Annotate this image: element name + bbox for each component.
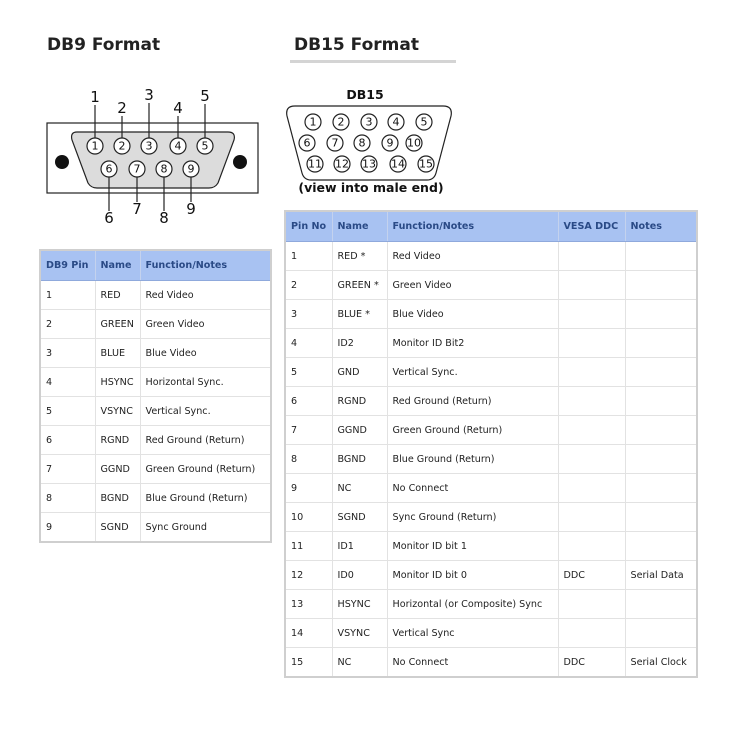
table-cell xyxy=(625,503,697,532)
db15-col-header: VESA DDC xyxy=(558,211,625,242)
db15-col-header: Pin No xyxy=(285,211,332,242)
table-cell: 9 xyxy=(40,513,95,543)
db15-pin-number: 15 xyxy=(419,157,433,171)
table-cell: 1 xyxy=(285,242,332,271)
db9-col-header: DB9 Pin xyxy=(40,250,95,281)
table-cell: Monitor ID bit 1 xyxy=(387,532,558,561)
table-cell: Blue Ground (Return) xyxy=(387,445,558,474)
db15-pin-number: 4 xyxy=(392,115,400,129)
db9-connector-diagram xyxy=(40,84,265,229)
db15-pin-table xyxy=(284,210,698,678)
table-cell: GGND xyxy=(332,416,387,445)
db9-pin-number: 1 xyxy=(91,139,99,153)
table-cell xyxy=(558,445,625,474)
table-cell: BLUE * xyxy=(332,300,387,329)
db15-pin-number: 6 xyxy=(303,136,311,150)
table-cell: Green Video xyxy=(387,271,558,300)
table-cell: Blue Ground (Return) xyxy=(140,484,271,513)
table-cell xyxy=(558,242,625,271)
table-cell: Green Ground (Return) xyxy=(387,416,558,445)
db9-heading: DB9 Format xyxy=(47,35,161,55)
table-cell: Vertical Sync. xyxy=(140,397,271,426)
db9-right-screw-hole xyxy=(233,155,247,169)
db9-outer-label: 7 xyxy=(132,200,142,218)
table-row xyxy=(285,416,697,445)
table-cell: GREEN * xyxy=(332,271,387,300)
db9-pin-number: 5 xyxy=(201,139,209,153)
table-cell: Sync Ground xyxy=(140,513,271,543)
table-cell: 5 xyxy=(285,358,332,387)
db15-pin-number: 9 xyxy=(386,136,394,150)
db9-pin-table xyxy=(39,249,272,543)
table-cell xyxy=(558,300,625,329)
table-row xyxy=(40,484,271,513)
db9-pin-number: 9 xyxy=(187,162,195,176)
table-cell xyxy=(625,619,697,648)
db9-outer-label: 4 xyxy=(173,99,183,117)
table-cell: 1 xyxy=(40,281,95,310)
table-cell: 8 xyxy=(40,484,95,513)
table-cell: Monitor ID bit 0 xyxy=(387,561,558,590)
table-cell: 2 xyxy=(285,271,332,300)
table-row xyxy=(285,300,697,329)
table-cell xyxy=(558,503,625,532)
db15-connector-diagram xyxy=(283,84,463,200)
db15-pin-number: 10 xyxy=(407,136,421,150)
table-row xyxy=(40,368,271,397)
table-cell: DDC xyxy=(558,561,625,590)
table-cell xyxy=(558,590,625,619)
db15-pin-number: 13 xyxy=(362,157,376,171)
table-cell: BGND xyxy=(332,445,387,474)
db9-pin-number: 6 xyxy=(105,162,113,176)
table-cell: SGND xyxy=(95,513,140,543)
table-cell xyxy=(625,445,697,474)
table-cell: VSYNC xyxy=(95,397,140,426)
table-cell: 4 xyxy=(285,329,332,358)
table-cell: GREEN xyxy=(95,310,140,339)
table-row xyxy=(40,281,271,310)
table-row xyxy=(285,619,697,648)
table-cell: Blue Video xyxy=(140,339,271,368)
table-cell: Sync Ground (Return) xyxy=(387,503,558,532)
db15-heading: DB15 Format xyxy=(294,35,419,55)
table-cell: VSYNC xyxy=(332,619,387,648)
db9-table-header-row xyxy=(40,250,271,281)
table-cell: 7 xyxy=(285,416,332,445)
table-row xyxy=(285,648,697,678)
db9-pin-number: 2 xyxy=(118,139,126,153)
db15-diagram-title: DB15 xyxy=(346,87,384,102)
table-cell: Red Video xyxy=(387,242,558,271)
table-cell: 7 xyxy=(40,455,95,484)
table-cell: 15 xyxy=(285,648,332,678)
db9-col-header: Function/Notes xyxy=(140,250,271,281)
table-cell: ID0 xyxy=(332,561,387,590)
table-cell: DDC xyxy=(558,648,625,678)
table-cell: 12 xyxy=(285,561,332,590)
table-cell xyxy=(625,474,697,503)
table-row xyxy=(285,445,697,474)
db15-pin-number: 2 xyxy=(337,115,345,129)
table-row xyxy=(40,310,271,339)
db9-outer-label: 2 xyxy=(117,99,127,117)
table-cell: 3 xyxy=(285,300,332,329)
table-row xyxy=(285,561,697,590)
db15-pin-number: 14 xyxy=(391,157,405,171)
db15-pin-number: 12 xyxy=(335,157,349,171)
db9-outer-label: 6 xyxy=(104,209,114,227)
table-cell: Red Ground (Return) xyxy=(387,387,558,416)
table-cell: RGND xyxy=(95,426,140,455)
table-cell: 14 xyxy=(285,619,332,648)
table-cell: ID2 xyxy=(332,329,387,358)
db15-pin-number: 11 xyxy=(308,157,322,171)
db9-col-header: Name xyxy=(95,250,140,281)
table-cell xyxy=(625,387,697,416)
table-cell: RED * xyxy=(332,242,387,271)
db15-pin-number: 8 xyxy=(358,136,366,150)
table-cell xyxy=(558,619,625,648)
db15-col-header: Notes xyxy=(625,211,697,242)
db15-table-header-row xyxy=(285,211,697,242)
table-cell: ID1 xyxy=(332,532,387,561)
db9-outer-label: 9 xyxy=(186,200,196,218)
table-cell xyxy=(558,387,625,416)
table-row xyxy=(285,474,697,503)
db15-col-header: Function/Notes xyxy=(387,211,558,242)
table-cell: Red Video xyxy=(140,281,271,310)
table-cell: GND xyxy=(332,358,387,387)
db15-col-header: Name xyxy=(332,211,387,242)
db9-outer-label: 3 xyxy=(144,86,154,104)
table-cell: 11 xyxy=(285,532,332,561)
table-cell: No Connect xyxy=(387,648,558,678)
table-cell xyxy=(625,329,697,358)
table-cell: Horizontal Sync. xyxy=(140,368,271,397)
table-row xyxy=(285,242,697,271)
table-cell xyxy=(558,271,625,300)
table-cell: 2 xyxy=(40,310,95,339)
table-row xyxy=(285,329,697,358)
table-cell: No Connect xyxy=(387,474,558,503)
table-cell: HSYNC xyxy=(332,590,387,619)
table-row xyxy=(40,339,271,368)
table-cell: 3 xyxy=(40,339,95,368)
table-row xyxy=(285,271,697,300)
table-cell: Monitor ID Bit2 xyxy=(387,329,558,358)
table-cell xyxy=(625,358,697,387)
table-cell xyxy=(558,474,625,503)
db9-outer-label: 5 xyxy=(200,87,210,105)
table-cell: Serial Clock xyxy=(625,648,697,678)
table-row xyxy=(285,503,697,532)
db9-pin-number: 4 xyxy=(174,139,182,153)
table-cell: 9 xyxy=(285,474,332,503)
table-cell xyxy=(558,416,625,445)
table-cell: NC xyxy=(332,474,387,503)
table-cell: GGND xyxy=(95,455,140,484)
table-cell xyxy=(558,329,625,358)
table-cell: RED xyxy=(95,281,140,310)
table-row xyxy=(285,532,697,561)
table-cell: BGND xyxy=(95,484,140,513)
db9-pin-number: 3 xyxy=(145,139,153,153)
table-row xyxy=(285,590,697,619)
db15-heading-underline xyxy=(290,60,456,63)
db9-outer-label: 1 xyxy=(90,88,100,106)
table-cell: 8 xyxy=(285,445,332,474)
table-row xyxy=(40,513,271,543)
table-cell xyxy=(625,242,697,271)
table-row xyxy=(40,455,271,484)
table-cell: Green Ground (Return) xyxy=(140,455,271,484)
table-row xyxy=(40,426,271,455)
table-cell xyxy=(558,358,625,387)
table-row xyxy=(285,358,697,387)
db9-pin-number: 7 xyxy=(133,162,141,176)
table-cell: Red Ground (Return) xyxy=(140,426,271,455)
table-cell: BLUE xyxy=(95,339,140,368)
table-cell: 6 xyxy=(40,426,95,455)
table-cell: 10 xyxy=(285,503,332,532)
table-cell: 6 xyxy=(285,387,332,416)
db9-left-screw-hole xyxy=(55,155,69,169)
table-cell: 13 xyxy=(285,590,332,619)
db15-pin-number: 3 xyxy=(365,115,373,129)
db9-pin-number: 8 xyxy=(160,162,168,176)
table-cell xyxy=(625,271,697,300)
table-cell: Horizontal (or Composite) Sync xyxy=(387,590,558,619)
db15-diagram-caption: (view into male end) xyxy=(298,180,444,195)
table-cell: HSYNC xyxy=(95,368,140,397)
table-cell xyxy=(625,300,697,329)
table-cell: Blue Video xyxy=(387,300,558,329)
table-cell: Vertical Sync. xyxy=(387,358,558,387)
table-cell: NC xyxy=(332,648,387,678)
table-cell xyxy=(625,590,697,619)
table-row xyxy=(40,397,271,426)
table-cell: 4 xyxy=(40,368,95,397)
table-cell xyxy=(625,416,697,445)
db9-outer-label: 8 xyxy=(159,209,169,227)
table-cell: 5 xyxy=(40,397,95,426)
table-cell: SGND xyxy=(332,503,387,532)
table-cell: RGND xyxy=(332,387,387,416)
table-cell xyxy=(558,532,625,561)
db15-pin-number: 5 xyxy=(420,115,428,129)
table-cell: Vertical Sync xyxy=(387,619,558,648)
table-cell: Serial Data xyxy=(625,561,697,590)
table-cell xyxy=(625,532,697,561)
table-cell: Green Video xyxy=(140,310,271,339)
db15-pin-number: 7 xyxy=(331,136,339,150)
table-row xyxy=(285,387,697,416)
db15-pin-number: 1 xyxy=(309,115,317,129)
